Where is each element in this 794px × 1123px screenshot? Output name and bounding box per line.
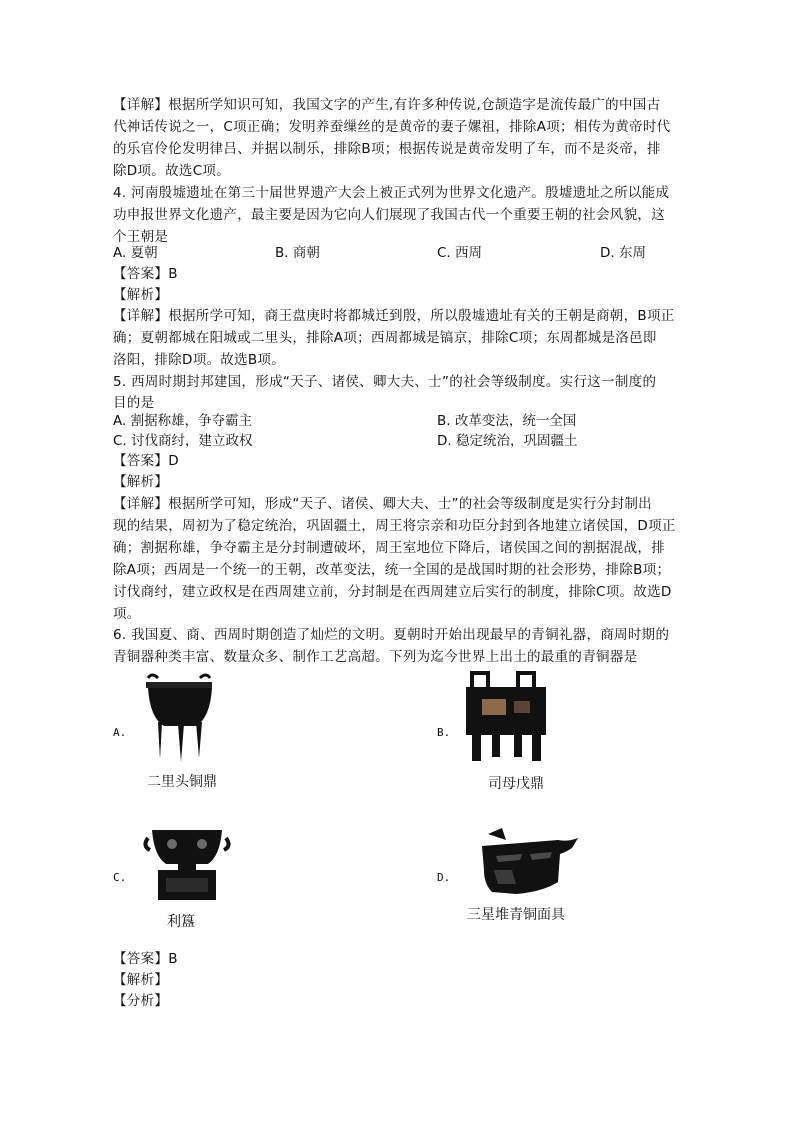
q5-option-b: B. 改革变法，统一全国 [437, 413, 577, 429]
q4-option-d: D. 东周 [600, 245, 646, 261]
q6-stem-line-2: 青铜器种类丰富、数量众多、制作工艺高超。下列为迄今世界上出土的最重的青铜器是 [113, 649, 638, 665]
q4-detail-line-2: 确；夏朝都城在阳城或二里头，排除A项；西周都城是镐京，排除C项；东周都城是洛邑即 [113, 330, 657, 346]
q5-detail-line-6: 项。 [113, 606, 141, 622]
q6-option-c-caption: 利簋 [167, 914, 195, 930]
erlitou-ding-image [140, 672, 220, 764]
q3-detail-line-4: 除D项。故选C项。 [113, 163, 231, 179]
q6-option-b-caption: 司母戊鼎 [488, 776, 544, 792]
q4-detail-line-3: 洛阳，排除D项。故选B项。 [113, 352, 286, 368]
q4-option-b: B. 商朝 [275, 245, 320, 261]
q5-option-d: D. 稳定统治，巩固疆土 [437, 433, 578, 449]
q6-option-d-caption: 三星堆青铜面具 [467, 907, 565, 923]
q6-option-a-caption: 二里头铜鼎 [147, 774, 217, 790]
q4-stem-line-1: 4. 河南殷墟遗址在第三十届世界遗产大会上被正式列为世界文化遗产。殷墟遗址之所以能成 [113, 185, 670, 201]
q4-stem-line-2: 功申报世界文化遗产，最主要是因为它向人们展现了我国古代一个重要王朝的社会风貌，这 [113, 207, 665, 223]
q6-answer: 【答案】B [113, 951, 178, 967]
simuwu-ding-image [462, 671, 550, 763]
q5-stem-line-1: 5. 西周时期封邦建国，形成“天子、诸侯、卿大夫、士”的社会等级制度。实行这一制度的 [113, 374, 657, 390]
li-gui-image [142, 820, 232, 902]
q5-detail-line-3: 确；割据称雄，争夺霸主是分封制遭破坏，周王室地位下降后，诸侯国之间的割据混战，排 [113, 540, 665, 556]
q4-answer: 【答案】B [113, 266, 178, 282]
q5-answer: 【答案】D [113, 453, 179, 469]
q3-detail-line-1: 【详解】根据所学知识可知，我国文字的产生,有许多种传说,仓颉造字是流传最广的中国古 [113, 97, 661, 113]
q5-option-a: A. 割据称雄，争夺霸主 [113, 413, 253, 429]
q6-option-a-letter: A. [113, 726, 127, 739]
q4-detail-line-1: 【详解】根据所学可知，商王盘庚时将都城迁到殷，所以殷墟遗址有关的王朝是商朝，B项正 [113, 308, 675, 324]
q6-fenxi: 【分析】 [113, 993, 169, 1009]
q4-option-a: A. 夏朝 [113, 245, 158, 261]
q4-stem-line-3: 个王朝是 [113, 229, 169, 245]
q5-detail-line-4: 除A项；西周是一个统一的王朝，改革变法，统一全国的是战国时期的社会形势，排除B项； [113, 562, 671, 578]
q6-option-b-letter: B. [437, 726, 451, 739]
q4-analysis: 【解析】 [113, 287, 169, 303]
q5-detail-line-5: 讨伐商纣，建立政权是在西周建立前，分封制是在西周建立后实行的制度，排除C项。故选D [113, 584, 672, 600]
q5-analysis: 【解析】 [113, 474, 169, 490]
q6-stem-line-1: 6. 我国夏、商、西周时期创造了灿烂的文明。夏朝时开始出现最早的青铜礼器，商周时期的 [113, 627, 670, 643]
q3-detail-line-2: 代神话传说之一，C项正确；发明养蚕缫丝的是黄帝的妻子嫘祖，排除A项；相传为黄帝时代 [113, 119, 671, 135]
q5-detail-line-2: 现的结果，周初为了稳定统治，巩固疆土，周王将宗亲和功臣分封到各地建立诸侯国，D项正 [113, 518, 676, 534]
q6-analysis: 【解析】 [113, 972, 169, 988]
q6-option-c-letter: C. [113, 871, 127, 884]
q5-detail-line-1: 【详解】根据所学可知，形成“天子、诸侯、卿大夫、士”的社会等级制度是实行分封制出 [113, 496, 652, 512]
q6-option-d-letter: D. [437, 871, 451, 884]
q4-option-c: C. 西周 [437, 245, 483, 261]
q3-detail-line-3: 的乐官伶伦发明律吕、并据以制乐，排除B项；根据传说是黄帝发明了车，而不是炎帝，排 [113, 141, 661, 157]
q5-stem-line-2: 目的是 [113, 395, 155, 411]
q5-option-c: C. 讨伐商纣，建立政权 [113, 433, 253, 449]
sanxingdui-mask-image [472, 826, 580, 896]
